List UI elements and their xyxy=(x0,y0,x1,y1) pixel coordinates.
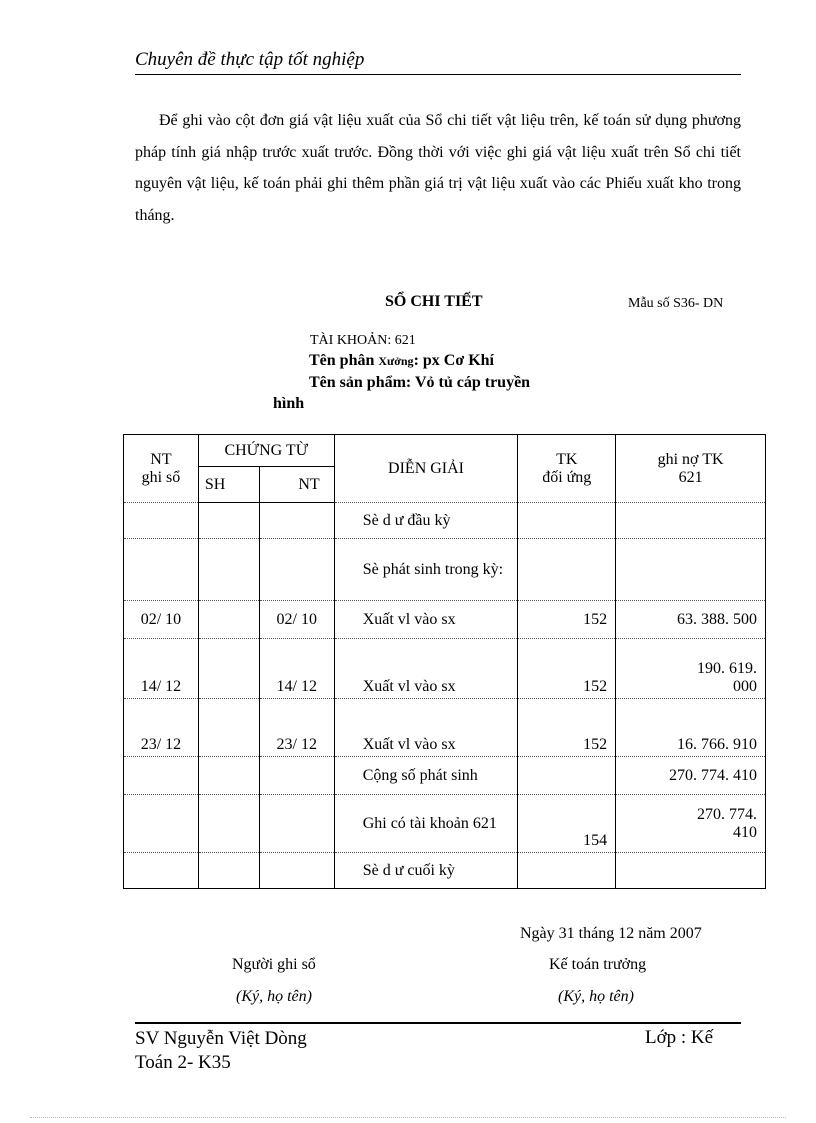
row-amount: 190. 619. 000 xyxy=(616,639,766,699)
row-nt2 xyxy=(259,503,334,539)
signature-date: Ngày 31 tháng 12 năm 2007 xyxy=(520,925,702,942)
row-sh xyxy=(198,539,259,601)
row-sh xyxy=(198,795,259,853)
row-nt xyxy=(124,757,199,795)
row-amount: 270. 774. 410 xyxy=(616,795,766,853)
row-nt xyxy=(124,853,199,889)
row-nt2 xyxy=(259,539,334,601)
row-tk: 154 xyxy=(518,795,616,853)
page-header-title: Chuyên đề thực tập tốt nghiệp xyxy=(135,49,365,70)
header-sh: SH xyxy=(198,467,259,503)
footer-student xyxy=(135,1027,307,1075)
row-nt2 xyxy=(259,853,334,889)
signer-recorder-title: Người ghi sổ xyxy=(232,956,316,973)
row-sh xyxy=(198,601,259,639)
footer-class-label: Lớp : Kế xyxy=(645,1027,714,1048)
row-amount: 270. 774. 410 xyxy=(616,757,766,795)
workshop-small-text: Xưởng xyxy=(378,354,414,368)
row-amount: 63. 388. 500 xyxy=(616,601,766,639)
header-divider xyxy=(135,74,741,75)
row-tk: 152 xyxy=(518,639,616,699)
header-tk-line1: TK xyxy=(556,450,578,468)
form-code: Mẫu số S36- DN xyxy=(628,296,724,311)
row-nt2: 02/ 10 xyxy=(259,601,334,639)
footer-class-line: Toán 2- K35 xyxy=(135,1052,231,1073)
row-desc: Xuất vl vào sx xyxy=(334,601,518,639)
row-nt: 14/ 12 xyxy=(124,639,199,699)
table-row xyxy=(124,795,766,853)
row-nt xyxy=(124,539,199,601)
row-desc: Sè phát sinh trong kỳ: xyxy=(334,539,518,601)
header-nt-line2: ghi sổ xyxy=(141,468,181,486)
row-nt: 23/ 12 xyxy=(124,699,199,757)
row-nt2: 23/ 12 xyxy=(259,699,334,757)
signer-chief-accountant-note: (Ký, họ tên) xyxy=(558,988,634,1005)
product-line: Tên sản phẩm: Vỏ tủ cáp truyền xyxy=(309,374,531,391)
row-desc: Xuất vl vào sx xyxy=(334,639,518,699)
signer-chief-accountant-title: Kế toán trưởng xyxy=(549,956,647,973)
row-tk xyxy=(518,757,616,795)
row-nt2 xyxy=(259,795,334,853)
header-tk-line2: đối ứng xyxy=(542,468,592,486)
intro-paragraph: Để ghi vào cột đơn giá vật liệu xuất của Sổ chi tiết vật liệu trên, kế toán sử dụng phương pháp tính giá nhập trước xuất trước. Đồng thời với việc ghi giá vật liệu xuất trên Sổ chi tiết nguyên vật liệu, kế toán phải ghi thêm phần giá trị vật liệu xuất vào các Phiếu xuất kho trong tháng. xyxy=(135,112,741,224)
table-row xyxy=(124,639,766,699)
header-voucher: CHỨNG TỪ xyxy=(198,435,334,467)
signer-recorder-note: (Ký, họ tên) xyxy=(236,988,312,1005)
row-tk xyxy=(518,853,616,889)
table-row xyxy=(124,699,766,757)
ledger-title: SỔ CHI TIẾT xyxy=(385,293,483,310)
table-row xyxy=(124,539,766,601)
row-tk: 152 xyxy=(518,699,616,757)
row-desc: Sè d ư đầu kỳ xyxy=(334,503,518,539)
product-line-continuation: hình xyxy=(273,395,305,412)
header-nt2: NT xyxy=(259,467,334,503)
workshop-line xyxy=(309,352,494,370)
header-tk-cell xyxy=(518,435,616,503)
row-sh xyxy=(198,639,259,699)
row-sh xyxy=(198,699,259,757)
header-debit-cell xyxy=(616,435,766,503)
row-desc: Cộng số phát sinh xyxy=(334,757,518,795)
table-header-row xyxy=(124,435,766,467)
row-tk xyxy=(518,503,616,539)
row-desc: Xuất vl vào sx xyxy=(334,699,518,757)
row-nt: 02/ 10 xyxy=(124,601,199,639)
page-bottom-dotted-rule xyxy=(30,1117,786,1118)
table-row xyxy=(124,601,766,639)
workshop-name: : px Cơ Khí xyxy=(413,352,494,369)
footer-student-name: SV Nguyễn Việt Dòng xyxy=(135,1028,307,1049)
row-nt2 xyxy=(259,757,334,795)
footer-divider xyxy=(135,1022,741,1024)
row-amount: 16. 766. 910 xyxy=(616,699,766,757)
account-line: TÀI KHOẢN: 621 xyxy=(310,333,416,348)
header-desc: DIỄN GIẢI xyxy=(334,435,518,503)
row-amount xyxy=(616,853,766,889)
row-sh xyxy=(198,503,259,539)
table-row xyxy=(124,503,766,539)
row-sh xyxy=(198,757,259,795)
row-nt2: 14/ 12 xyxy=(259,639,334,699)
row-tk: 152 xyxy=(518,601,616,639)
header-nt-cell xyxy=(124,435,199,503)
row-sh xyxy=(198,853,259,889)
header-debit-line2: 621 xyxy=(678,468,703,486)
ledger-table xyxy=(123,434,766,889)
row-amount xyxy=(616,539,766,601)
workshop-prefix: Tên phân xyxy=(309,352,379,369)
row-desc: Ghi có tài khoản 621 xyxy=(334,795,518,853)
row-nt xyxy=(124,795,199,853)
header-debit-line1: ghi nợ TK xyxy=(657,450,724,468)
header-nt-line1: NT xyxy=(150,450,172,468)
table-row xyxy=(124,853,766,889)
row-nt xyxy=(124,503,199,539)
row-desc: Sè d ư cuối kỳ xyxy=(334,853,518,889)
row-tk xyxy=(518,539,616,601)
table-row xyxy=(124,757,766,795)
row-amount xyxy=(616,503,766,539)
